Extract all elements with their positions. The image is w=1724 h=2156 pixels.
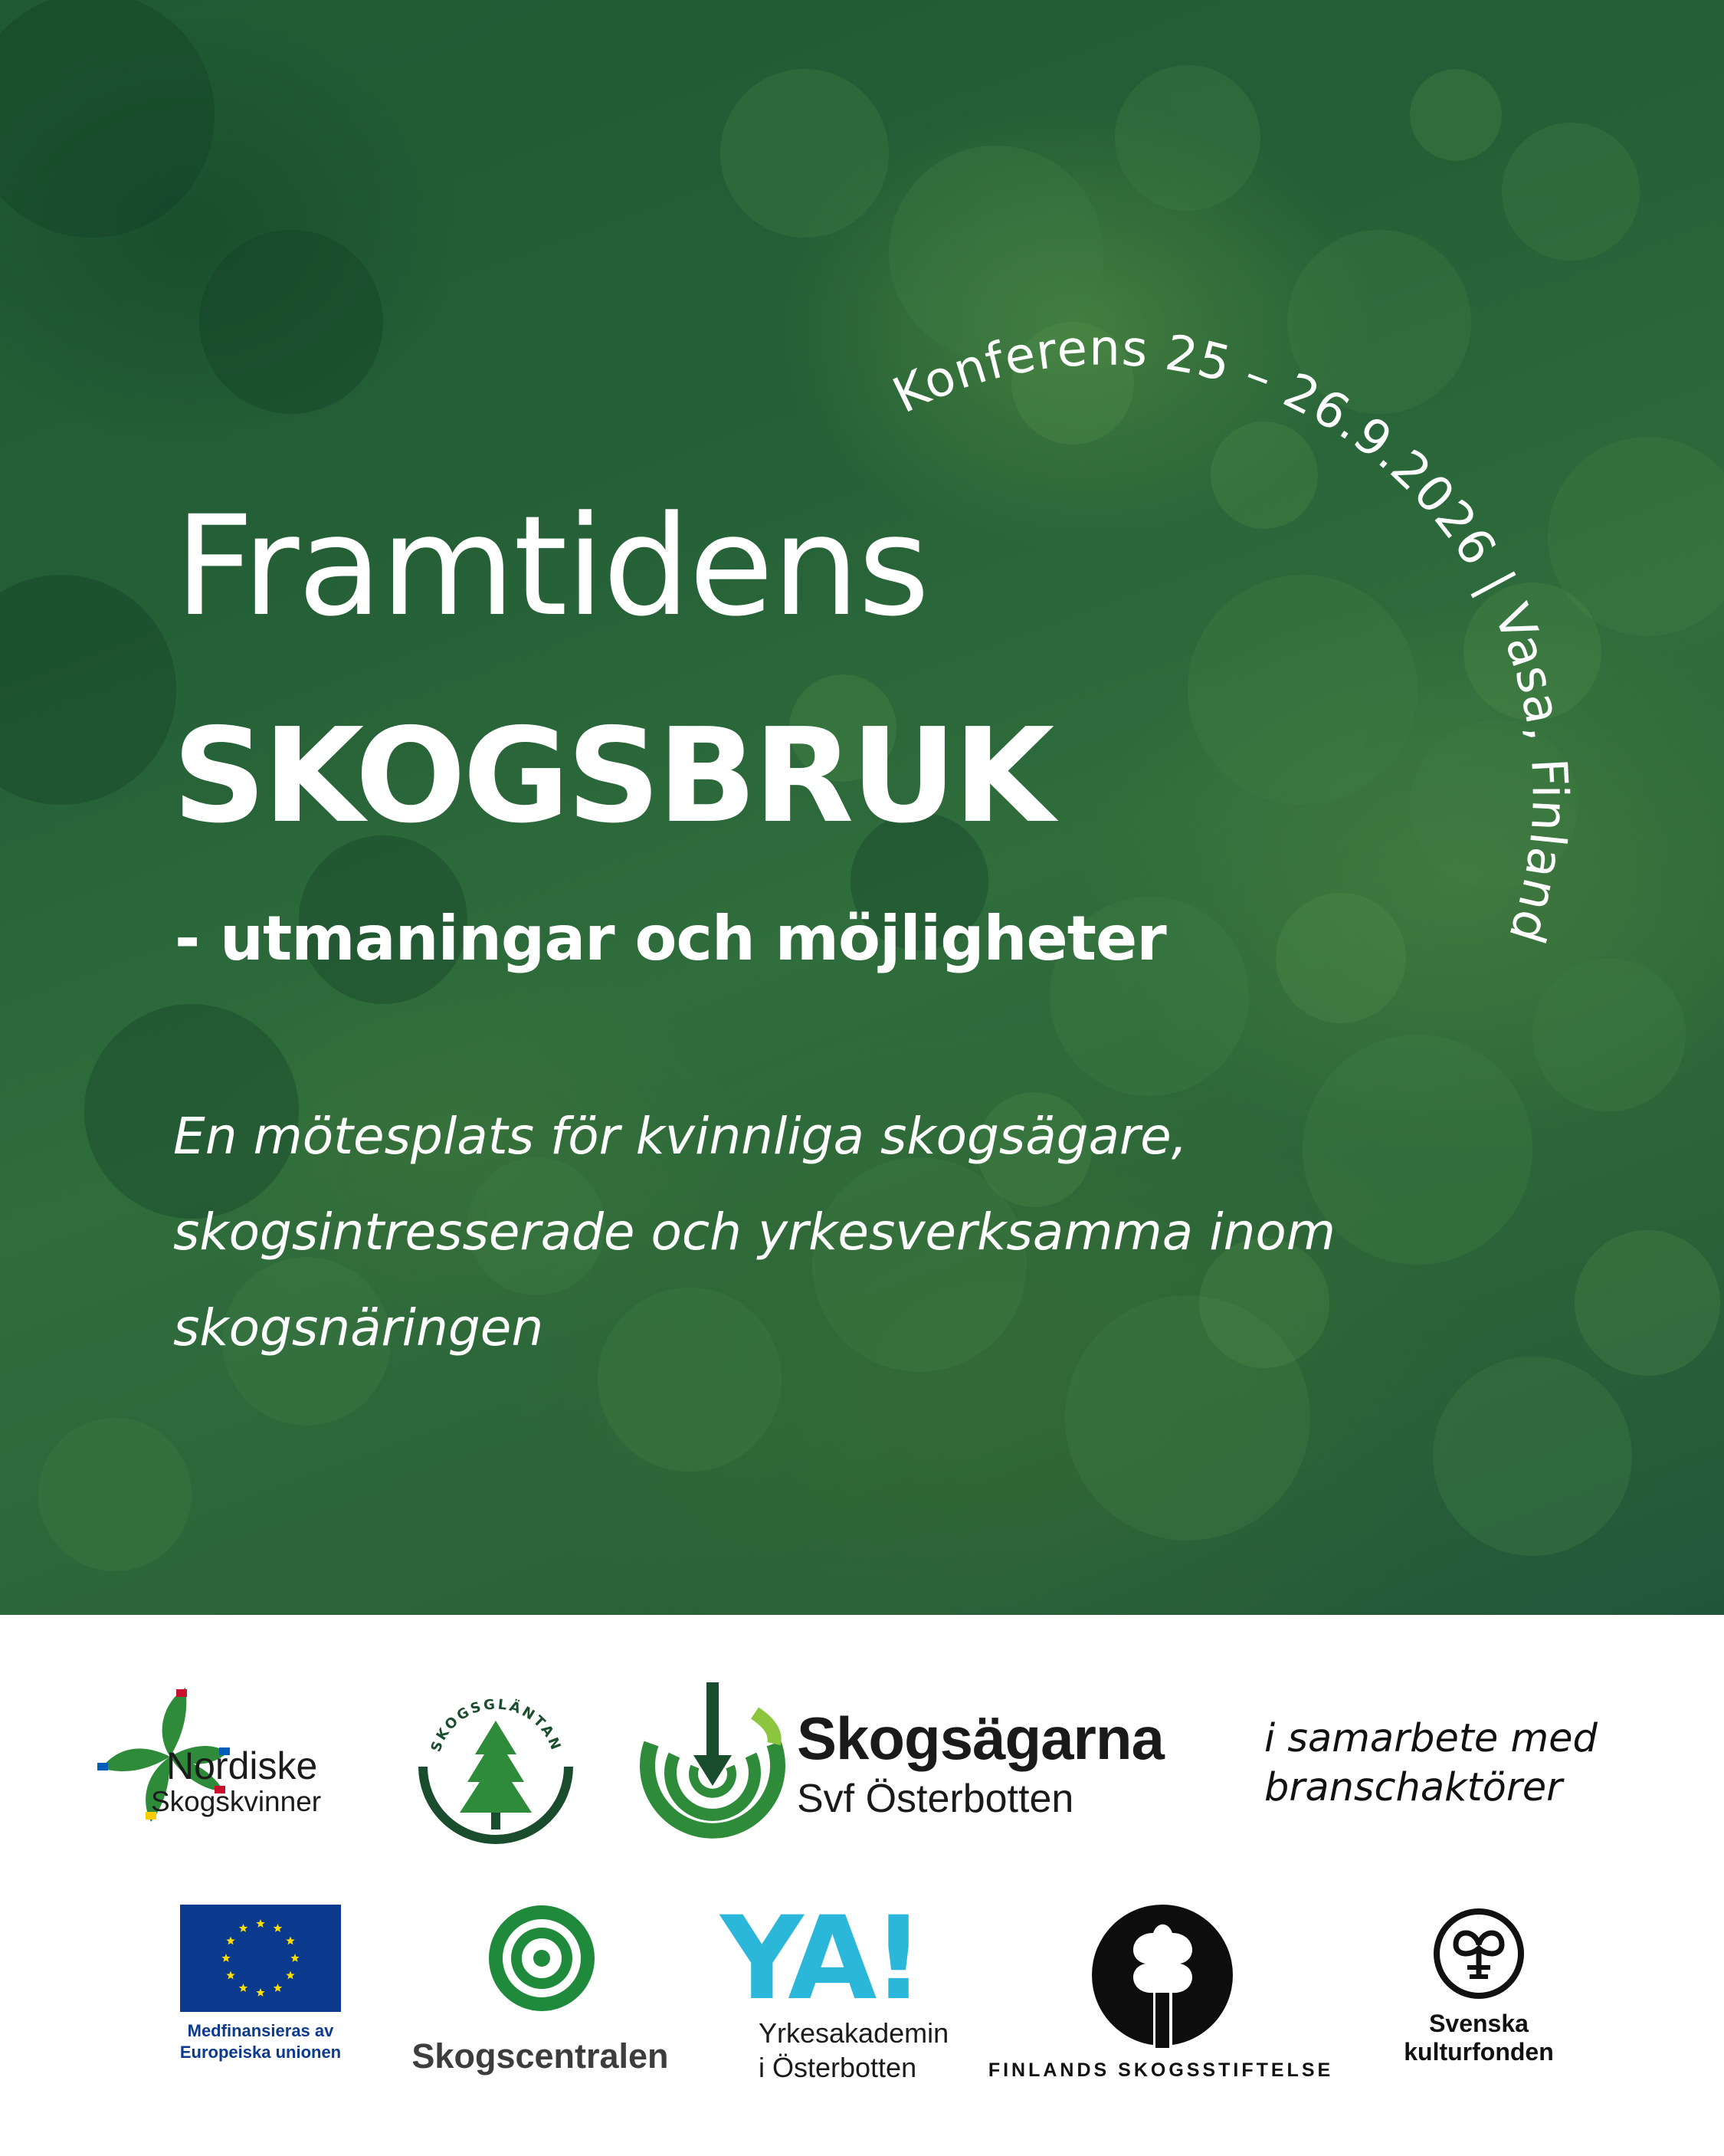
ya-wordmark-icon xyxy=(720,1892,950,2026)
spruce-tree-icon xyxy=(414,1676,578,1849)
skogsglantan-arc-label: SKOGSGLÄNTAN xyxy=(428,1696,565,1754)
nordiske-skogskvinner-logo xyxy=(86,1672,369,1849)
eu-funding-logo xyxy=(157,1905,364,2062)
skogsstiftelse-name: FINLANDS SKOGSSTIFTELSE xyxy=(988,2059,1334,2081)
svg-text:Konferens 25 – 26.9.2026 | Vas xyxy=(885,320,1578,950)
kulturfonden-name-line2: kulturfonden xyxy=(1404,2038,1554,2066)
arc-text: Konferens 25 – 26.9.2026 | Vasa, Finland xyxy=(884,320,1578,951)
arrow-rings-icon xyxy=(640,1682,785,1836)
partner-logos xyxy=(0,1615,1724,2156)
skogsagarna-logo xyxy=(640,1682,1222,1836)
event-tagline: En mötesplats för kvinnliga skogsägare, skogsintresserade och yrkesverksamma inom skogsnäringen xyxy=(173,1107,1336,1357)
eu-flag-icon xyxy=(157,1905,364,2012)
nordiske-name-line2: Skogskvinner xyxy=(151,1786,322,1817)
tree-emblem-icon xyxy=(981,1902,1341,2056)
event-subtitle: - utmaningar och möjligheter xyxy=(175,903,1166,974)
event-title-light: Framtidens xyxy=(175,487,929,647)
ya-mark: YA! xyxy=(720,1892,920,2026)
nordiske-name-line1: Nordiske xyxy=(166,1744,318,1787)
partners-note: i samarbete med branschaktörer xyxy=(1264,1716,1598,1810)
skogsagarna-region: Svf Österbotten xyxy=(797,1777,1074,1821)
event-title-bold: SKOGSBRUK xyxy=(172,701,1052,852)
knot-emblem-icon xyxy=(1364,1906,1594,2006)
svenska-kulturfonden-logo xyxy=(1364,1906,1594,2082)
yrkesakademin-logo xyxy=(720,1892,950,2083)
eu-funding-line1: Medfinansieras av xyxy=(187,2021,334,2040)
ya-name-line1: Yrkesakademin xyxy=(759,2017,949,2049)
target-rings-icon xyxy=(395,1898,686,2021)
skogscentralen-name: Skogscentralen xyxy=(411,2036,669,2076)
date-location-arc xyxy=(0,0,1724,1073)
skogscentralen-logo xyxy=(395,1898,686,2082)
skogsglantan-logo xyxy=(414,1676,578,1849)
finlands-skogsstiftelse-logo xyxy=(981,1902,1341,2086)
eu-funding-line2: Europeiska unionen xyxy=(179,2043,342,2062)
skogsagarna-name: Skogsägarna xyxy=(797,1705,1164,1772)
ya-name-line2: i Österbotten xyxy=(759,2052,917,2083)
kulturfonden-name-line1: Svenska xyxy=(1429,2010,1529,2037)
